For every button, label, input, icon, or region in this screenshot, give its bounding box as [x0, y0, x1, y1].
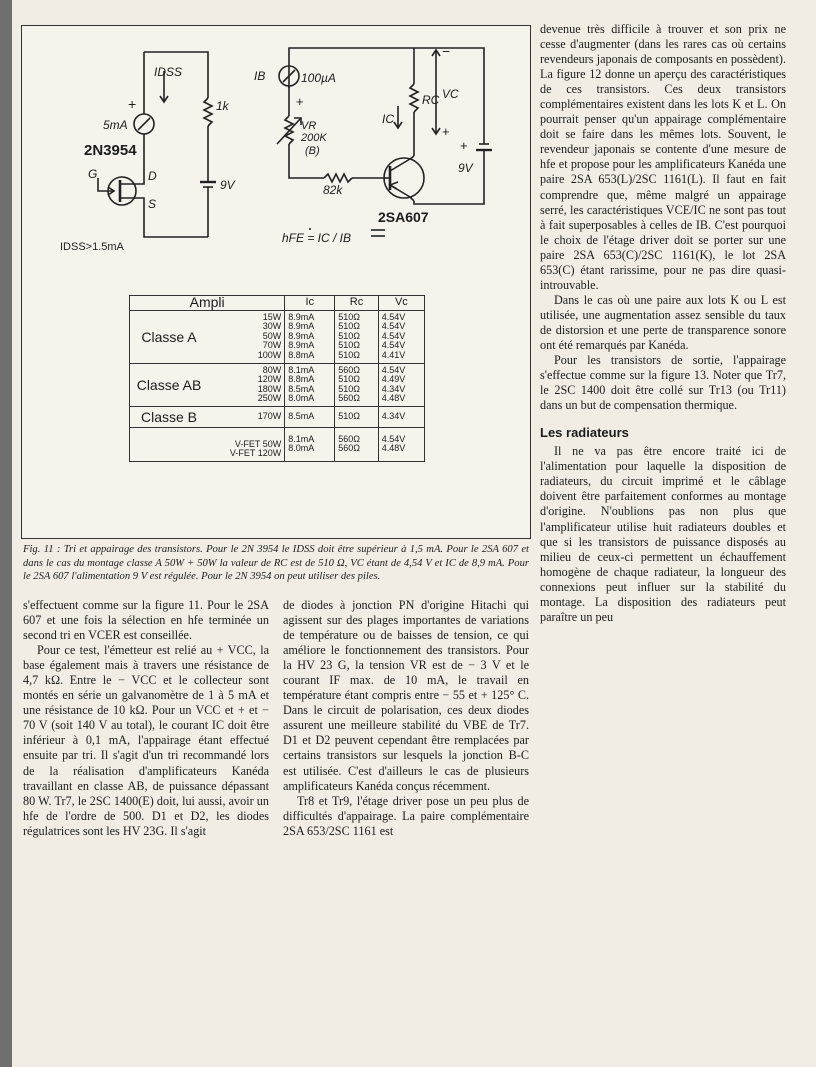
plus-sign: + — [128, 96, 137, 112]
idss-condition: IDSS>1.5mA — [60, 241, 124, 253]
header-rc: Rc — [335, 296, 379, 311]
plus-sign: + — [442, 124, 450, 139]
text-column-3 — [540, 22, 786, 625]
ic-cell: 8.9mA 8.9mA 8.9mA 8.9mA 8.8mA — [285, 310, 335, 363]
ib-label: IB — [254, 69, 266, 83]
rc-cell: 560Ω 560Ω — [335, 427, 379, 461]
header-ampli: Ampli — [130, 296, 285, 311]
header-vc: Vc — [378, 296, 424, 311]
vc-cell: 4.54V 4.49V 4.34V 4.48V — [378, 363, 424, 406]
ic-cell: 8.1mA 8.8mA 8.5mA 8.0mA — [285, 363, 335, 406]
r1k-label: 1k — [216, 99, 229, 113]
minus-sign: − — [442, 43, 451, 59]
rc-label: RC — [422, 93, 440, 107]
text-column-2 — [283, 598, 529, 839]
power-list: 80W 120W 180W 250W — [257, 364, 282, 404]
paragraph: Dans le cas où une paire aux lots K ou L est utilisée, une augmentation assez sensible du taux de distorsion et une perte de transparence sonore ont été remarqués par Kanéda. — [540, 292, 786, 352]
paragraph: Il ne va pas être encore traité ici de l'alimentation pour laquelle la disposition de radiateurs, du circuit imprimé et le câblage doivent être parfaitement conformes au montage d'origine. N'oublions pas non plus que l'amplificateur utilise huit radiateurs doubles et que si les transistors de puissance disposés au milieu de ceux-ci permettent un échauffement homogène de chaque radiateur, la longueur des connexions peut influer sur la stabilité du montage. La disposition des radiateurs peut paraître un peu — [540, 444, 786, 624]
table-row — [130, 427, 425, 461]
ic-cell: 8.1mA 8.0mA — [285, 427, 335, 461]
group-name: Classe AB — [136, 376, 202, 393]
device-2sa607-label: 2SA607 — [378, 209, 429, 225]
vr-label: VR — [301, 120, 317, 132]
page-edge-shadow — [0, 0, 12, 1067]
idss-label: IDSS — [154, 65, 183, 79]
r200k-label: 200K — [301, 132, 327, 144]
figure-caption: Fig. 11 : Tri et appairage des transistors. Pour le 2N 3954 le IDSS doit être supérieur à 1,5 mA. Pour le 2SA 607 et dans le cas du montage classe A 50W + 50W la valeur de RC est de 510 Ω, VC étant de 4,54 V et IC de 8,9 mA. Pour le 2SA 607 l'alimentation 9 V est régulée. Pour le 2N 3954 on peut utiliser des piles. — [23, 544, 529, 583]
vc-label: VC — [442, 87, 459, 101]
table-row — [130, 406, 425, 427]
hfe-formula: hFE = IC / IB — [282, 231, 352, 245]
battery-9v-left-label: 9V — [220, 178, 235, 192]
meter-100ua-label: 100µA — [301, 71, 336, 85]
header-ic: Ic — [285, 296, 335, 311]
table-row — [130, 310, 425, 363]
r82k-label: 82k — [323, 183, 343, 197]
text-column-1 — [23, 598, 269, 839]
rc-cell: 510Ω — [335, 406, 379, 427]
paragraph: devenue très difficile à trouver et son prix ne cesse d'augmenter (dans les rares cas où certains revendeurs japonais de composants en possèdent). La figure 12 donne un aperçu des caractéristiques de ces transistors. Ces deux transistors complémentaires existent dans les lots K et L. On pourrait penser qu'un appairage complémentaire doit se faire dans les mêmes lots. Souvent, le revendeur japonais se contente d'une mesure de hfe et propose pour les amplificateurs Kanéda une paire 2SA 653(L)/2SC 1161(L). Il faut en fait comprendre que, même malgré un appairage serré, les caractéristiques VCE/IC ne sont pas tout à fait superposables à celles de IB. C'est pourquoi le choix de l'étage driver doit se porter sur une paire 2SA 653(C)/2SC 1161(K), le lot 2SA 653(C) étant rarissime, pour ne pas dire quasi-introuvable. — [540, 22, 786, 292]
device-2n3954-label: 2N3954 — [84, 142, 137, 159]
plus-sign: + — [460, 138, 468, 153]
section-heading: Les radiateurs — [540, 425, 629, 441]
paragraph: Tr8 et Tr9, l'étage driver pose un peu plus de difficultés d'appairage. La paire complémentaire 2SA 653/2SC 1161 est — [283, 793, 529, 838]
table-row — [130, 363, 425, 406]
meter-5ma-label: 5mA — [103, 118, 128, 132]
power-list: 170W — [257, 411, 282, 422]
selection-table — [129, 295, 425, 462]
power-list: 15W 30W 50W 70W 100W — [257, 311, 282, 360]
vc-cell: 4.54V 4.48V — [378, 427, 424, 461]
gate-label: G — [88, 167, 98, 181]
battery-9v-right-label: 9V — [458, 161, 473, 175]
source-label: S — [148, 197, 157, 211]
plus-sign: + — [296, 94, 304, 109]
paragraph: s'effectuent comme sur la figure 11. Pour le 2SA 607 et une fois la sélection en hfe terminée un second tri en VCER est conseillée. — [23, 598, 269, 643]
vc-cell: 4.54V 4.54V 4.54V 4.54V 4.41V — [378, 310, 424, 363]
paragraph: Pour les transistors de sortie, l'appairage s'effectue comme sur la figure 13. Noter que Tr7, le 2SC 1400 doit être collé sur Tr13 (ou Tr11) dans un but de compensation thermique. — [540, 353, 786, 413]
ic-label: IC — [382, 112, 394, 126]
rc-cell: 560Ω 510Ω 510Ω 560Ω — [335, 363, 379, 406]
paragraph: Pour ce test, l'émetteur est relié au + VCC, la base également mais à travers une résistance de 4,7 kΩ. Entre le − VCC et le collecteur sont montés en série un galvanomètre de 1 à 5 mA et une résistance de 10 kΩ. Pour un VCC et + et − 70 V (soit 140 V au total), le courant IC doit être inférieur à 0,1 mA, l'appairage étant effectué ensuite par tri. Il s'agit d'un tri recommandé lors de la réalisation d'amplificateurs Kanéda travaillant en classe AB, de puissance dépassant 80 W. Tr7, le 2SC 1400(E) doit, lui aussi, avoir un hfe de l'ordre de 500. D1 et D2, les diodes régulatrices sont les HV 23G. Il s'agit — [23, 643, 269, 838]
power-list: V-FET 50W V-FET 120W — [229, 438, 282, 459]
group-name: Classe B — [140, 408, 198, 425]
drain-label: D — [148, 169, 157, 183]
rc-cell: 510Ω 510Ω 510Ω 510Ω 510Ω — [335, 310, 379, 363]
b-label: (B) — [305, 145, 320, 157]
vc-cell: 4.34V — [378, 406, 424, 427]
paragraph: de diodes à jonction PN d'origine Hitachi qui agissent sur des plages importantes de variations de température ou de baisses de tension, ce qui améliore le fonctionnement des transistors. Pour la HV 23 G, la tension VR est de − 3 V et le courant IF max. de 10 mA, le travail en température étant compris entre − 55 et + 125° C. Dans le circuit de polarisation, ces deux diodes assurent une meilleure stabilité du VBE de Tr7. D1 et D2 peuvent cependant être remplacées par certains transistors sur lesquels la jonction B-C est utilisée. C'est d'ailleurs le cas de plusieurs amplificateurs Kanéda conçus récemment. — [283, 598, 529, 793]
figure-11 — [21, 25, 531, 539]
group-name: Classe A — [141, 328, 197, 345]
ic-cell: 8.5mA — [285, 406, 335, 427]
